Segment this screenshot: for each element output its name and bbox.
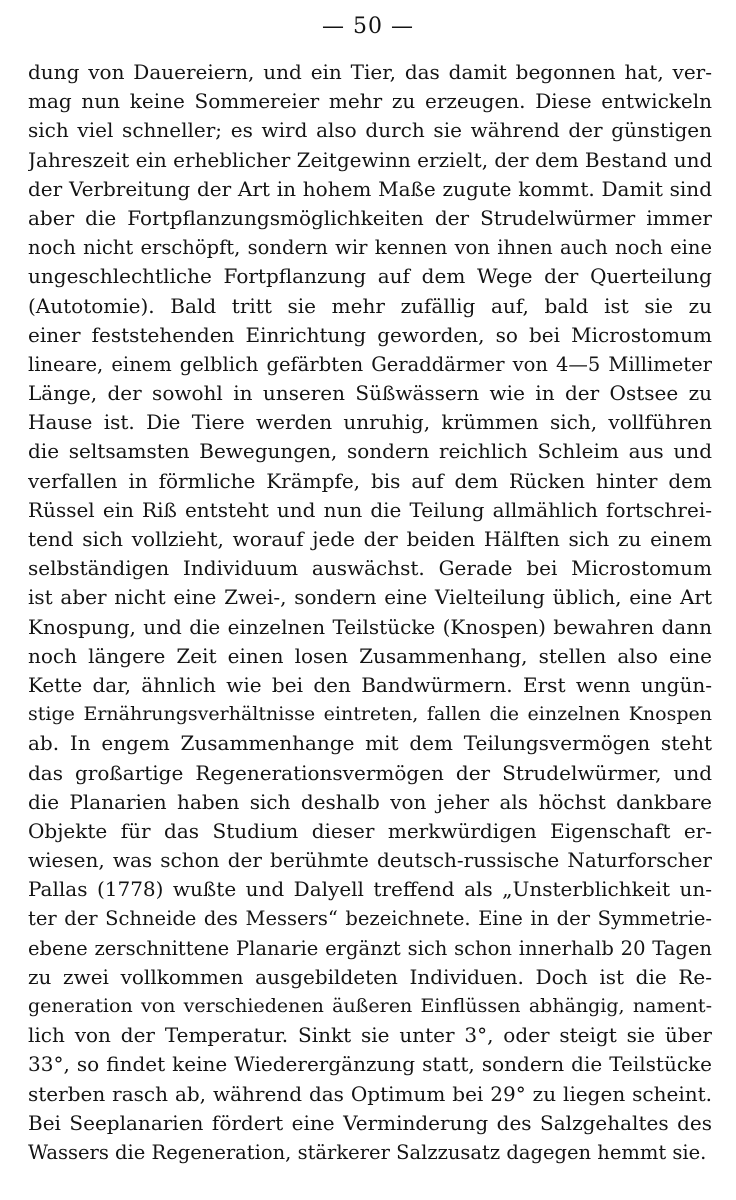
text-line: das großartige Regenerationsvermögen der Strudelwürmer, und bbox=[28, 760, 712, 785]
text-line: Rüssel ein Riß entsteht und nun die Teilung allmählich fortschrei- bbox=[28, 497, 712, 522]
text-line: selbständigen Individuum auswächst. Gerade bei Microstomum bbox=[28, 556, 712, 581]
text-line: die seltsamsten Bewegungen, sondern reichlich Schleim aus und bbox=[28, 439, 712, 464]
text-line: Objekte für das Studium dieser merkwürdigen Eigenschaft er- bbox=[28, 818, 712, 843]
text-line: ter der Schneide des Messers“ bezeichnete. Eine in der Symmetrie- bbox=[28, 907, 712, 931]
text-line: (Autotomie). Bald tritt sie mehr zufällig auf, bald ist sie zu bbox=[28, 293, 712, 318]
text-line: sterben rasch ab, während das Optimum bei 29° zu liegen scheint. bbox=[28, 1081, 712, 1106]
page-number: — 50 — bbox=[322, 14, 414, 39]
text-line: verfallen in förmliche Krämpfe, bis auf dem Rücken hinter dem bbox=[28, 468, 712, 493]
text-line: stige Ernährungsverhältnisse eintreten, fallen die einzelnen Knospen bbox=[28, 703, 712, 726]
text-line: lineare, einem gelblich gefärbten Geraddärmer von 4—5 Millimeter bbox=[28, 352, 712, 376]
text-line: Knospung, und die einzelnen Teilstücke (Knospen) bewahren dann bbox=[28, 614, 712, 639]
text-line: die Planarien haben sich deshalb von jeher als höchst dankbare bbox=[28, 789, 712, 814]
text-line: Länge, der sowohl in unseren Süßwässern wie in der Ostsee zu bbox=[28, 381, 712, 406]
text-line: mag nun keine Sommereier mehr zu erzeugen. Diese entwickeln bbox=[28, 89, 712, 114]
text-line: Kette dar, ähnlich wie bei den Bandwürmern. Erst wenn ungün- bbox=[28, 672, 712, 697]
text-line: Hause ist. Die Tiere werden unruhig, krümmen sich, vollführen bbox=[28, 410, 712, 435]
text-line: Bei Seeplanarien fördert eine Verminderung des Salzgehaltes des bbox=[28, 1110, 712, 1135]
text-line: 33°, so findet keine Wiederergänzung statt, sondern die Teilstücke bbox=[28, 1052, 712, 1077]
text-line: der Verbreitung der Art in hohem Maße zugute kommt. Damit sind bbox=[28, 176, 712, 201]
text-line: ab. In engem Zusammenhange mit dem Teilungsvermögen steht bbox=[28, 731, 712, 756]
text-line: Pallas (1778) wußte und Dalyell treffend als „Unsterblichkeit un- bbox=[28, 877, 712, 902]
text-line: aber die Fortpflanzungsmöglichkeiten der Strudelwürmer immer bbox=[28, 205, 712, 230]
text-line: ungeschlechtliche Fortpflanzung auf dem Wege der Querteilung bbox=[28, 264, 712, 289]
text-line: noch nicht erschöpft, sondern wir kennen von ihnen auch noch eine bbox=[28, 236, 712, 260]
text-line: sich viel schneller; es wird also durch sie während der günstigen bbox=[28, 118, 712, 143]
text-line: Jahreszeit ein erheblicher Zeitgewinn erzielt, der dem Bestand und bbox=[28, 147, 712, 172]
text-line: dung von Dauereiern, und ein Tier, das damit begonnen hat, ver- bbox=[28, 60, 712, 84]
text-line: noch längere Zeit einen losen Zusammenhang, stellen also eine bbox=[28, 643, 712, 668]
text-line: Wassers die Regeneration, stärkerer Salzzusatz dagegen hemmt sie. bbox=[28, 1140, 707, 1164]
text-line: tend sich vollzieht, worauf jede der beiden Hälften sich zu einem bbox=[28, 527, 712, 551]
text-line: einer feststehenden Einrichtung geworden, so bei Microstomum bbox=[28, 322, 712, 347]
text-line: lich von der Temperatur. Sinkt sie unter 3°, oder steigt sie über bbox=[28, 1023, 712, 1048]
text-line: ist aber nicht eine Zwei-, sondern eine Vielteilung üblich, eine Art bbox=[28, 585, 712, 610]
text-line: ebene zerschnittene Planarie ergänzt sich schon innerhalb 20 Tagen bbox=[28, 936, 712, 960]
text-line: zu zwei vollkommen ausgebildeten Individuen. Doch ist die Re- bbox=[28, 964, 712, 989]
text-line: wiesen, was schon der berühmte deutsch-russische Naturforscher bbox=[28, 848, 712, 873]
text-line: generation von verschiedenen äußeren Einflüssen abhängig, nament- bbox=[28, 995, 712, 1017]
body-text bbox=[28, 58, 712, 1167]
